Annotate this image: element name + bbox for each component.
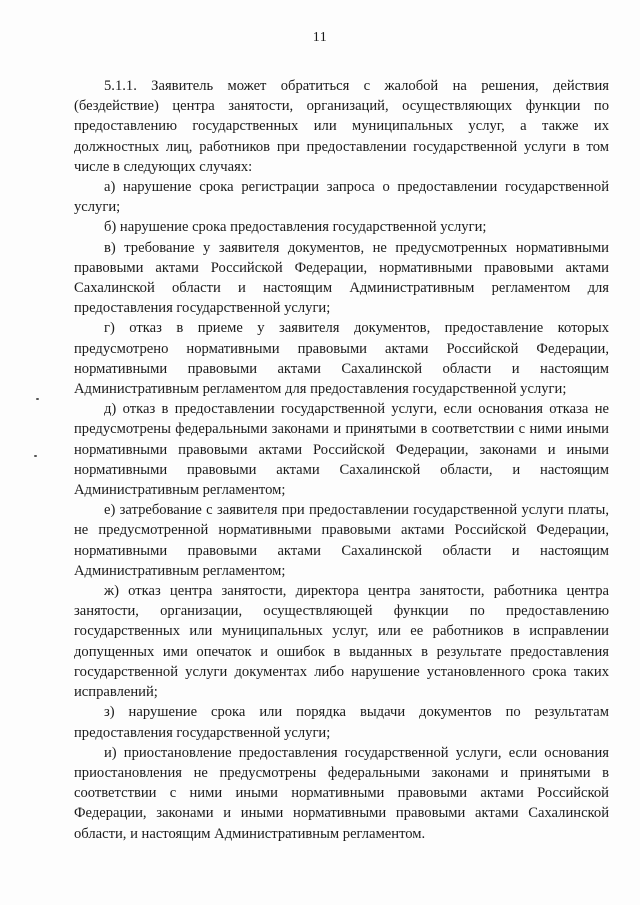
- paragraph-item-d: д) отказ в предоставлении государственной услуги, если основания отказа не предусмотрены федеральными законами и принятыми в соответствии с ними иными нормативными правовыми актами Российской Федерации, законами и иными нормативными правовыми актами Сахалинской области, и настоящим Административным регламентом;: [74, 401, 609, 499]
- paragraph-item-v: в) требование у заявителя документов, не предусмотренных нормативными правовыми актами Российской Федерации, нормативными правовыми актами Сахалинской области и настоящим Административным регламентом для предоставления государственной услуги;: [74, 239, 609, 317]
- margin-mark: [36, 398, 39, 400]
- document-body: [74, 76, 609, 844]
- paragraph-item-e: е) затребование с заявителя при предоставлении государственной услуги платы, не предусмотренной нормативными правовыми актами Российской Федерации, нормативными правовыми актами Сахалинской области и настоящим Административным регламентом;: [74, 502, 609, 579]
- paragraph-item-g: г) отказ в приеме у заявителя документов, предоставление которых предусмотрено нормативными правовыми актами Российской Федерации, нормативными правовыми актами Сахалинской области и настоящим Административным регламентом для предоставления государственной услуги;: [74, 320, 609, 398]
- paragraph-item-i: и) приостановление предоставления государственной услуги, если основания приостановления не предусмотрены федеральными законами и принятыми в соответствии с ними иными нормативными правовыми актами Российской Федерации, законами и иными нормативными правовыми актами Сахалинской области, и настоящим Административным регламентом.: [74, 744, 609, 842]
- margin-mark: [34, 455, 37, 457]
- paragraph-item-z: з) нарушение срока или порядка выдачи документов по результатам предоставления государственной услуги;: [74, 704, 609, 741]
- paragraph-intro: 5.1.1. Заявитель может обратиться с жалобой на решения, действия (бездействие) центра занятости, организаций, осуществляющих функции по предоставлению государственных или муниципальных услуг, а также их должностных лиц, работников при предоставлении государственной услуги в том числе в следующих случаях:: [74, 78, 609, 175]
- paragraph-item-a: а) нарушение срока регистрации запроса о предоставлении государственной услуги;: [74, 179, 609, 216]
- page-number: 11: [312, 30, 328, 45]
- paragraph-item-b: б) нарушение срока предоставления государственной услуги;: [104, 219, 487, 236]
- paragraph-item-zh: ж) отказ центра занятости, директора центра занятости, работника центра занятости, организации, осуществляющей функции по предоставлению государственных или муниципальных услуг, или ее работников в исправлении допущенных ими опечаток и ошибок в выданных в результате предоставления государственной услуги документах либо нарушение установленного срока таких исправлений;: [74, 583, 609, 701]
